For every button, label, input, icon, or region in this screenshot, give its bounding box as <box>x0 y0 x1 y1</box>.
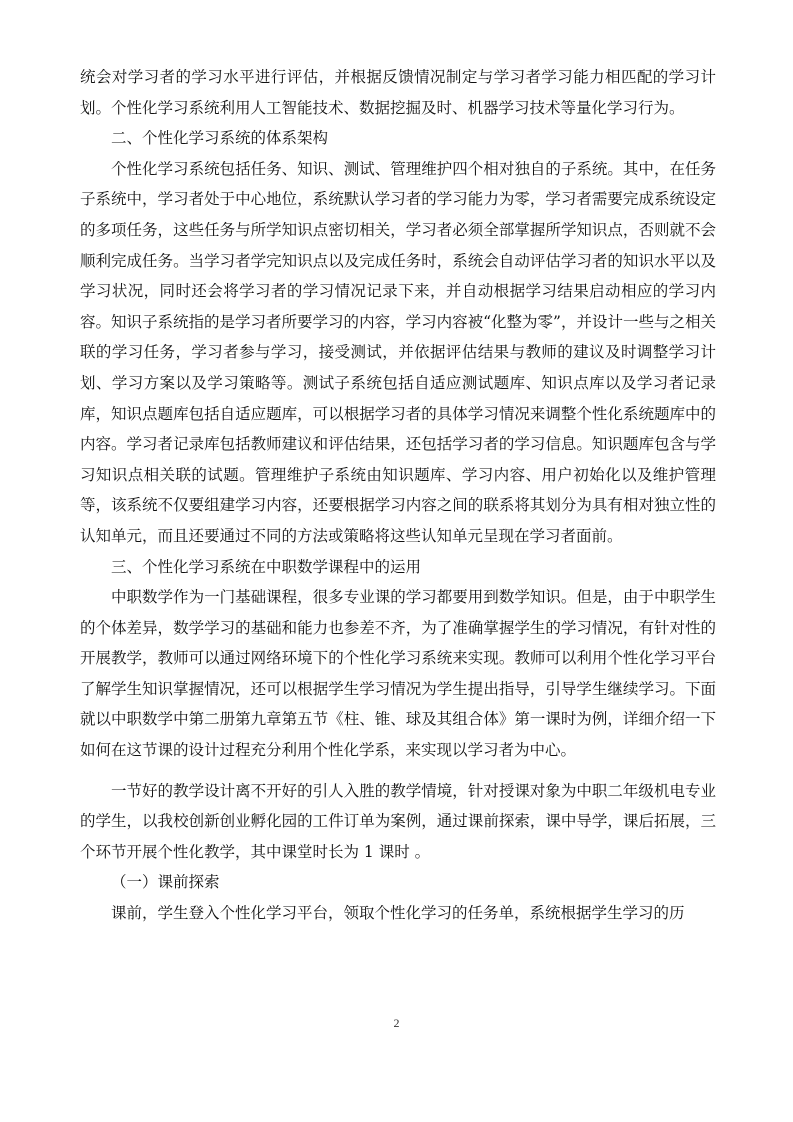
document-body <box>80 62 716 929</box>
paragraph-teaching-design: 一节好的教学设计离不开好的引人入胜的教学情境，针对授课对象为中职二年级机电专业的学生，以我校创新创业孵化园的工件订单为案例，通过课前探索，课中导学，课后拓展，三个环节开展个性化教学，其中课堂时长为 1 课时 。 <box>80 781 716 861</box>
paragraph-gap <box>80 766 716 776</box>
section-heading-2: 二、个性化学习系统的体系架构 <box>111 129 329 148</box>
paragraph-continuation: 统会对学习者的学习水平进行评估，并根据反馈情况制定与学习者学习能力相匹配的学习计划。个性化学习系统利用人工智能技术、数据挖掘及时、机器学习技术等量化学习行为。 <box>80 68 716 117</box>
paragraph-math-course: 中职数学作为一门基础课程，很多专业课的学习都要用到数学知识。但是，由于中职学生的个体差异，数学学习的基础和能力也参差不齐，为了准确掌握学生的学习情况，有针对性的开展教学，教师可以通过网络环境下的个性化学习系统来实现。教师可以利用个性化学习平台了解学生知识掌握情况，还可以根据学生学习情况为学生提出指导，引导学生继续学习。下面就以中职数学中第二册第九章第五节《柱、锥、球及其组合体》第一课时为例，详细介绍一下如何在这节课的设计过程充分利用个性化学系，来实现以学习者为中心。 <box>80 588 716 760</box>
paragraph-architecture: 个性化学习系统包括任务、知识、测试、管理维护四个相对独自的子系统。其中，在任务子系统中，学习者处于中心地位，系统默认学习者的学习能力为零，学习者需要完成系统设定的多项任务，这些任务与所学知识点密切相关，学习者必须全部掌握所学知识点，否则就不会顺利完成任务。当学习者学完知识点以及完成任务时，系统会自动评估学习者的知识水平以及学习状况，同时还会将学习者的学习情况记录下来，并自动根据学习结果启动相应的学习内容。知识子系统指的是学习者所要学习的内容，学习内容被“化整为零”，并设计一些与之相关联的学习任务，学习者参与学习，接受测试，并依据评估结果与教师的建议及时调整学习计划、学习方案以及学习策略等。测试子系统包括自适应测试题库、知识点库以及学习者记录库，知识点题库包括自适应题库，可以根据学习者的具体学习情况来调整个性化系统题库中的内容。学习者记录库包括教师建议和评估结果，还包括学习者的学习信息。知识题库包含与学习知识点相关联的试题。管理维护子系统由知识题库、学习内容、用户初始化以及维护管理等，该系统不仅要组建学习内容，还要根据学习内容之间的联系将其划分为具有相对独立性的认知单元，而且还要通过不同的方法或策略将这些认知单元呈现在学习者面前。 <box>80 159 716 545</box>
subsection-heading-pre-class: （一）课前探索 <box>111 873 220 892</box>
paragraph-pre-class: 课前，学生登入个性化学习平台，领取个性化学习的任务单，系统根据学生学习的历 <box>111 904 685 923</box>
section-heading-3: 三、个性化学习系统在中职数学课程中的运用 <box>111 557 422 576</box>
page-number: 2 <box>393 1016 400 1030</box>
